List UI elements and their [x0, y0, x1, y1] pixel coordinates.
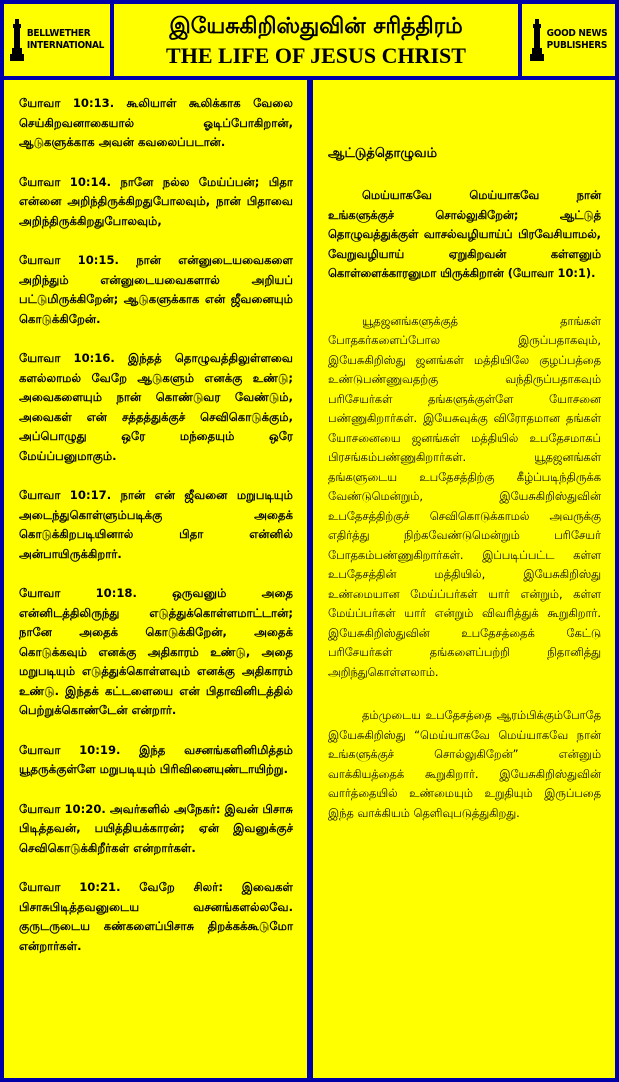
logo-left-line1: BELLWETHER [26, 28, 91, 39]
section-heading: ஆட்டுத்தொழுவம் [328, 146, 438, 161]
verse-paragraph: யோவா 10:14. நானே நல்ல மேய்ப்பன்; பிதா என்னை அறிந்திருக்கிறதுபோலவும், நான் பிதாவை அறிந்திருக்கிறதுபோலவும், [19, 174, 293, 228]
page-title-tamil: இயேசுகிறிஸ்துவின் சரித்திரம் [169, 13, 463, 39]
verse-paragraph: யோவா 10:17. நான் என் ஜீவனை மறுபடியும் அடைந்துகொள்ளும்படிக்கு அதைக் கொடுக்கிறபடியினால் பிதா என்னில் அன்பாயிருக்கிறார். [19, 488, 293, 561]
verse-paragraph: யோவா 10:20. அவர்களில் அநேகர்: இவன் பிசாசு பிடித்தவன், பயித்தியக்காரன்; ஏன் இவனுக்குச் செவிகொடுக்கிறீர்கள் என்றார்கள். [19, 801, 293, 855]
logo-right [522, 4, 615, 76]
verse-paragraph: யோவா 10:15. நான் என்னுடையவைகளை அறிந்தும் என்னுடையவைகளால் அறியப் பட்டுமிருக்கிறேன்; ஆடுகளுக்காக என் ஜீவனையும் கொடுக்கிறேன். [19, 253, 293, 326]
body-paragraph: யூதஜனங்களுக்குத் தாங்கள் போதகர்களைப்போல இருப்பதாகவும், இயேசுகிறிஸ்து ஜனங்கள் மத்தியிலே குழப்பத்தை உண்டுபண்ணுவதற்கு வந்திருப்பதாகவும் பரிசேயர்கள் தங்களுக்குள்ளே யோசனை பண்ணுகிறார்கள். இயேசுவுக்கு விரோதமான தங்கள் யோசனையை ஜனங்கள் மத்தியில் உபதேசமாகப் பிரசங்கம்பண்ணுகிறார்கள். யூதஜனங்கள் தங்களுடைய உபதேசத்திற்கு கீழ்ப்படிந்திருக்க வேண்டுமென்றும், இயேசுகிறிஸ்துவின் உபதேசத்திற்குச் செவிகொடுக்காமல் அவருக்கு எதிர்த்து நிற்கவேண்டுமென்றும் பரிசேயர் போதகம்பண்ணுகிறார்கள். இப்படிப்பட்ட கள்ள உபதேசத்தின் மத்தியில், இயேசுகிறிஸ்து உண்மையான மேய்ப்பர்கள் யார் என்றும், கள்ள மேய்ப்பர்கள் யார் என்றும் விவரித்துக் கூறுகிறார். இயேசுகிறிஸ்துவின் உபதேசத்தைக் கேட்டு பரிசேயர்கள் தங்களைப்பற்றி நிதானித்து அறிந்துகொள்ளலாம். [328, 313, 601, 679]
key-verse: மெய்யாகவே மெய்யாகவே நான் உங்களுக்குச் சொல்லுகிறேன்; ஆட்டுத் தொழுவத்துக்குள் வாசல்வழியாய்ப் பிரவேசியாமல், வேறுவழியாய் ஏறுகிறவன் கள்ளனும் கொள்ளைக்காரனுமா யிருக்கிறான் (யோவா 10:1). [328, 188, 601, 280]
page-title-english: THE LIFE OF JESUS CHRIST [166, 43, 466, 68]
body-paragraph: தம்முடைய உபதேசத்தை ஆரம்பிக்கும்போதே இயேசுகிறிஸ்து “மெய்யாகவே மெய்யாகவே நான் உங்களுக்குச் சொல்லுகிறேன்” என்னும் வாக்கியத்தைக் கூறுகிறார். இயேசுகிறிஸ்துவின் வார்த்தையில் உண்மையும் உறுதியும் இருப்பதை இந்த வாக்கியம் தெளிவுபடுத்துகிறது. [328, 708, 601, 820]
verse-paragraph: யோவா 10:18. ஒருவனும் அதை என்னிடத்திலிருந்து எடுத்துக்கொள்ளமாட்டான்; நானே அதைக் கொடுக்கிறேன், அதைக் கொடுக்கவும் எனக்கு அதிகாரம் உண்டு, அதை மறுபடியும் எடுத்துக்கொள்ளவும் எனக்கு அதிகாரம் உண்டு. இந்தக் கட்டளையை என் பிதாவினிடத்தில் பெற்றுக்கொண்டேன் என்றார். [19, 586, 293, 717]
logo-left-line2: INTERNATIONAL [26, 40, 105, 51]
header-title-box [114, 4, 518, 76]
logo-right-line2: PUBLISHERS [546, 40, 608, 51]
right-column [313, 80, 615, 1078]
logo-right-line1: GOOD NEWS [546, 28, 608, 39]
logo-left [4, 4, 110, 76]
verse-paragraph: யோவா 10:19. இந்த வசனங்களினிமித்தம் யூதருக்குள்ளே மறுபடியும் பிரிவினையுண்டாயிற்று. [19, 742, 293, 776]
tower-icon [530, 19, 544, 61]
verse-paragraph: யோவா 10:21. வேறே சிலர்: இவைகள் பிசாசுபிடித்தவனுடைய வசனங்களல்லவே. குருடருடைய கண்களைப்பிசாசு திறக்கக்கூடுமோ என்றார்கள். [19, 880, 293, 953]
left-column [4, 80, 307, 1078]
verse-paragraph: யோவா 10:13. கூலியாள் கூலிக்காக வேலை செய்கிறவனாகையால் ஓடிப்போகிறான், ஆடுகளுக்காக அவன் கவலைப்படான். [19, 96, 293, 149]
verse-paragraph: யோவா 10:16. இந்தத் தொழுவத்திலுள்ளவை களல்லாமல் வேறே ஆடுகளும் எனக்கு உண்டு; அவைகளையும் நான் கொண்டுவர வேண்டும், அவைகள் என் சத்தத்துக்குச் செவிகொடுக்கும், அப்பொழுது ஒரே மந்தையும் ஒரே மேய்ப்பனுமாகும். [19, 351, 293, 463]
tower-icon [10, 19, 24, 61]
